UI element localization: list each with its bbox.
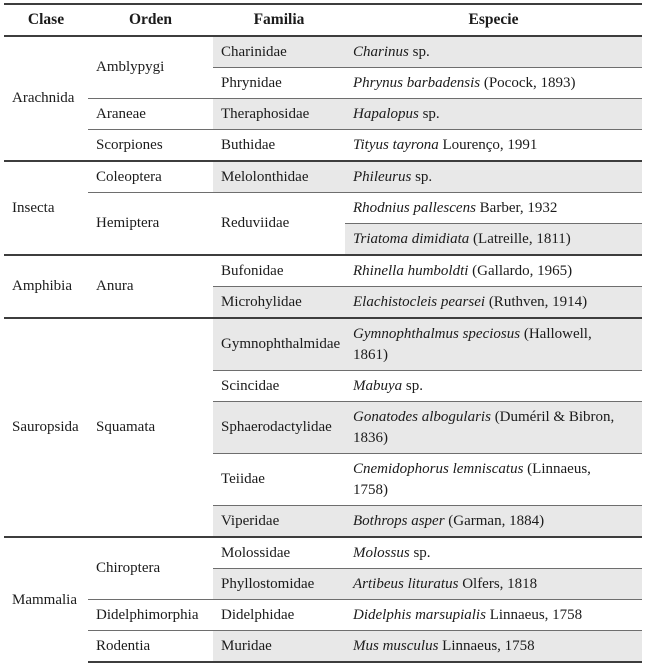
species-authority-line2: 1836): [353, 429, 388, 446]
cell-familia: Phrynidae: [213, 68, 345, 99]
table-row: [4, 161, 642, 193]
table-row: [4, 318, 642, 371]
cell-orden: Squamata: [88, 318, 213, 537]
species-authority: Lourenço, 1991: [438, 136, 538, 153]
cell-especie: [345, 454, 642, 506]
cell-familia: Microhylidae: [213, 287, 345, 319]
cell-orden: Scorpiones: [88, 130, 213, 162]
cell-familia: Viperidae: [213, 506, 345, 538]
species-authority: (Duméril & Bibron,: [490, 408, 615, 425]
species-authority-line2: 1758): [353, 481, 388, 498]
cell-clase: Insecta: [4, 161, 88, 255]
cell-familia: Didelphidae: [213, 600, 345, 631]
cell-clase: Mammalia: [4, 537, 88, 662]
cell-familia: Melolonthidae: [213, 161, 345, 193]
cell-orden: Coleoptera: [88, 161, 213, 193]
species-scientific-name: Gonatodes albogularis: [353, 408, 491, 425]
cell-orden: Araneae: [88, 99, 213, 130]
table-row: [4, 130, 642, 162]
species-authority: Linnaeus, 1758: [438, 637, 535, 654]
cell-especie: [345, 318, 642, 371]
cell-especie: [345, 287, 642, 319]
species-authority: Olfers, 1818: [458, 575, 538, 592]
species-authority: (Latreille, 1811): [469, 230, 571, 247]
species-scientific-name: Didelphis marsupialis: [353, 606, 486, 623]
species-scientific-name: Rhodnius pallescens: [353, 199, 476, 216]
species-authority: (Hallowell,: [520, 325, 592, 342]
cell-familia: Buthidae: [213, 130, 345, 162]
cell-especie: [345, 36, 642, 68]
species-authority: (Ruthven, 1914): [485, 293, 588, 310]
species-scientific-name: Hapalopus: [353, 105, 419, 122]
cell-orden: Amblypygi: [88, 36, 213, 99]
header-row: [4, 4, 642, 36]
cell-familia: Bufonidae: [213, 255, 345, 287]
cell-especie: [345, 255, 642, 287]
table-header: [4, 4, 642, 36]
species-scientific-name: Cnemidophorus lemniscatus: [353, 460, 524, 477]
species-scientific-name: Triatoma dimidiata: [353, 230, 470, 247]
table-row: [4, 99, 642, 130]
species-authority: Barber, 1932: [475, 199, 558, 216]
header-clase: Clase: [4, 4, 88, 36]
species-scientific-name: Gymnophthalmus speciosus: [353, 325, 521, 342]
cell-familia: Reduviidae: [213, 193, 345, 256]
cell-especie: [345, 161, 642, 193]
cell-familia: Theraphosidae: [213, 99, 345, 130]
cell-familia: Molossidae: [213, 537, 345, 569]
species-authority: (Pocock, 1893): [480, 74, 576, 91]
cell-especie: [345, 99, 642, 130]
cell-especie: [345, 537, 642, 569]
table-row: [4, 193, 642, 224]
cell-especie: [345, 68, 642, 99]
species-authority: sp.: [418, 105, 440, 122]
cell-familia: Teiidae: [213, 454, 345, 506]
cell-especie: [345, 193, 642, 224]
cell-orden: Rodentia: [88, 631, 213, 663]
header-especie: Especie: [345, 4, 642, 36]
species-scientific-name: Mabuya: [353, 377, 403, 394]
cell-familia: Sphaerodactylidae: [213, 402, 345, 454]
species-scientific-name: Mus musculus: [353, 637, 439, 654]
header-orden: Orden: [88, 4, 213, 36]
cell-especie: [345, 402, 642, 454]
cell-especie: [345, 631, 642, 663]
cell-clase: Arachnida: [4, 36, 88, 161]
taxonomy-table: [4, 3, 642, 663]
cell-especie: [345, 371, 642, 402]
species-scientific-name: Phileurus: [353, 168, 412, 185]
cell-especie: [345, 569, 642, 600]
cell-familia: Scincidae: [213, 371, 345, 402]
species-authority: (Garman, 1884): [444, 512, 545, 529]
table-row: [4, 600, 642, 631]
species-authority-line2: 1861): [353, 346, 388, 363]
cell-especie: [345, 506, 642, 538]
table-body: [4, 36, 642, 662]
species-scientific-name: Molossus: [353, 544, 410, 561]
species-authority: sp.: [411, 168, 433, 185]
cell-especie: [345, 130, 642, 162]
species-scientific-name: Elachistocleis pearsei: [353, 293, 486, 310]
cell-orden: Anura: [88, 255, 213, 318]
species-authority: sp.: [402, 377, 423, 394]
cell-orden: Chiroptera: [88, 537, 213, 600]
cell-orden: Didelphimorphia: [88, 600, 213, 631]
species-authority: (Linnaeus,: [523, 460, 591, 477]
cell-familia: Charinidae: [213, 36, 345, 68]
species-scientific-name: Rhinella humboldti: [353, 262, 469, 279]
species-scientific-name: Phrynus barbadensis: [353, 74, 481, 91]
table-row: [4, 36, 642, 68]
species-authority: sp.: [408, 43, 430, 60]
cell-familia: Gymnophthalmidae: [213, 318, 345, 371]
species-authority: Linnaeus, 1758: [485, 606, 583, 623]
species-scientific-name: Charinus: [353, 43, 409, 60]
table-row: [4, 537, 642, 569]
cell-familia: Muridae: [213, 631, 345, 663]
species-authority: (Gallardo, 1965): [468, 262, 573, 279]
species-scientific-name: Bothrops asper: [353, 512, 445, 529]
cell-clase: Amphibia: [4, 255, 88, 318]
table-row: [4, 255, 642, 287]
cell-especie: [345, 224, 642, 256]
cell-orden: Hemiptera: [88, 193, 213, 256]
species-authority: sp.: [409, 544, 431, 561]
cell-familia: Phyllostomidae: [213, 569, 345, 600]
species-scientific-name: Artibeus lituratus: [353, 575, 459, 592]
table-row: [4, 631, 642, 663]
cell-especie: [345, 600, 642, 631]
cell-clase: Sauropsida: [4, 318, 88, 537]
species-scientific-name: Tityus tayrona: [353, 136, 439, 153]
header-familia: Familia: [213, 4, 345, 36]
